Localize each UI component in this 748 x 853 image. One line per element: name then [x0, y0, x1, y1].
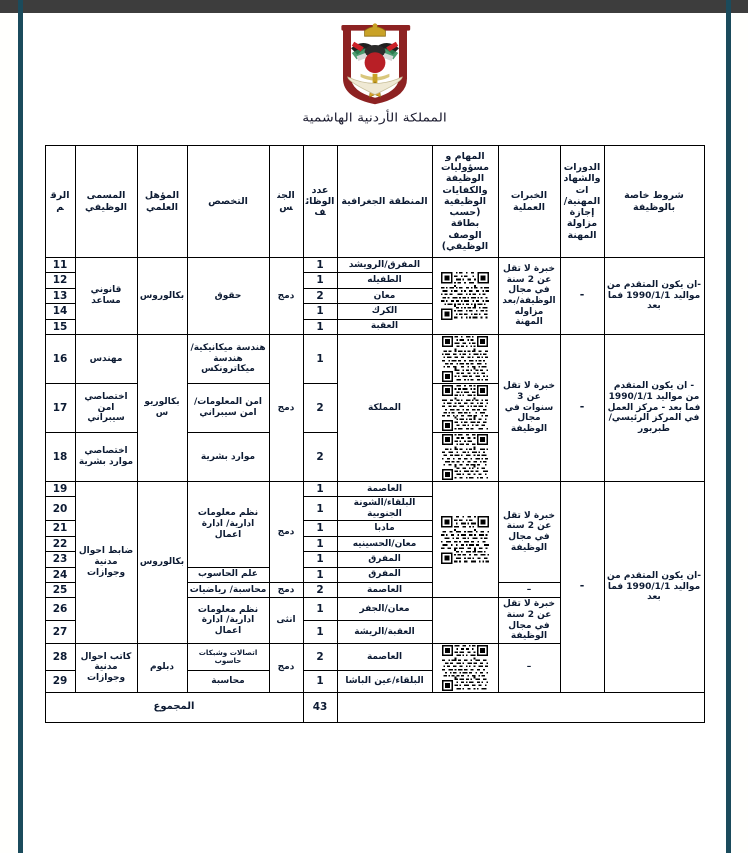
cell-number: 15 — [45, 319, 75, 334]
qr-code-icon[interactable] — [442, 434, 488, 480]
table-header-row — [45, 146, 704, 258]
cell-region: العاصمة — [337, 481, 432, 496]
cell-count: 1 — [303, 304, 337, 319]
cell-job-title: اختصاصي موارد بشرية — [75, 432, 137, 481]
cell-number: 16 — [45, 334, 75, 383]
cell-job-title: كاتب احوال مدنية وجوازات — [75, 643, 137, 692]
cell-region: المفرق — [337, 552, 432, 567]
cell-region: المملكة — [337, 334, 432, 481]
cell-specialization: علم الحاسوب — [187, 567, 269, 582]
cell-number: 21 — [45, 521, 75, 536]
cell-count: 1 — [303, 521, 337, 536]
cell-gender: دمج — [269, 643, 303, 692]
header-tasks: المهام و مسؤوليات الوظيفة والكفايات الوظيفية (حسب بطاقة الوصف الوظيفي) — [432, 146, 498, 258]
cell-region: المفرق — [337, 567, 432, 582]
cell-tasks-qr[interactable] — [432, 643, 498, 692]
vacancies-table — [45, 145, 705, 723]
cell-specialization: امن المعلومات/ امن سيبراني — [187, 383, 269, 432]
cell-qualification: دبلوم — [137, 643, 187, 692]
table-footer — [45, 692, 704, 722]
cell-tasks-qr[interactable] — [432, 598, 498, 643]
cell-region: العاصمة — [337, 582, 432, 597]
header-conditions: شروط خاصة بالوظيفة — [604, 146, 704, 258]
total-count: 43 — [303, 692, 337, 722]
cell-conditions: -ان يكون المتقدم من مواليد 1990/1/1 فما بعد — [604, 481, 704, 692]
cell-specialization: اتصالات وشبكات حاسوب — [187, 643, 269, 671]
cell-courses: - — [560, 481, 604, 692]
cell-number: 12 — [45, 273, 75, 288]
cell-job-title: مهندس — [75, 334, 137, 383]
qr-code-icon[interactable] — [441, 272, 489, 320]
cell-specialization: محاسبة — [187, 671, 269, 692]
cell-gender: دمج — [269, 334, 303, 481]
header-number: الرقم — [45, 146, 75, 258]
header-job-title: المسمى الوظيفي — [75, 146, 137, 258]
cell-number: 28 — [45, 643, 75, 671]
cell-count: 1 — [303, 334, 337, 383]
header-vacancies: عدد الوظائف — [303, 146, 337, 258]
cell-count: 1 — [303, 598, 337, 621]
kingdom-title: المملكة الأردنية الهاشمية — [302, 111, 447, 125]
header-qualification: المؤهل العلمي — [137, 146, 187, 258]
table-row — [45, 481, 704, 496]
cell-region: المفرق/الرويشد — [337, 258, 432, 273]
cell-count: 1 — [303, 552, 337, 567]
cell-number: 14 — [45, 304, 75, 319]
cell-number: 22 — [45, 536, 75, 551]
cell-number: 23 — [45, 552, 75, 567]
header-gender: الجنس — [269, 146, 303, 258]
cell-number: 25 — [45, 582, 75, 597]
cell-count: 2 — [303, 383, 337, 432]
cell-specialization: موارد بشرية — [187, 432, 269, 481]
cell-courses: - — [560, 258, 604, 335]
header-geographic-area: المنطقة الجغرافية — [337, 146, 432, 258]
cell-tasks-qr[interactable] — [432, 334, 498, 383]
cell-conditions: - ان يكون المتقدم من مواليد 1990/1/1 فما بعد - مركز العمل في المركز الرئيسي/طبربور — [604, 334, 704, 481]
cell-specialization: هندسة ميكانيكية/ هندسة ميكاترونكس — [187, 334, 269, 383]
cell-specialization: نظم معلومات ادارية/ ادارة اعمال — [187, 481, 269, 567]
cell-region: العاصمة — [337, 643, 432, 671]
cell-qualification: بكالوروس — [137, 481, 187, 643]
top-strip — [0, 0, 748, 13]
cell-count: 1 — [303, 319, 337, 334]
qr-code-icon[interactable] — [441, 516, 489, 564]
cell-gender: انثى — [269, 598, 303, 643]
cell-qualification: بكالوريوس — [137, 334, 187, 481]
cell-number: 19 — [45, 481, 75, 496]
cell-number: 29 — [45, 671, 75, 692]
cell-count: 2 — [303, 643, 337, 671]
jordan-coat-of-arms-icon — [327, 21, 423, 105]
cell-number: 24 — [45, 567, 75, 582]
cell-count: 1 — [303, 258, 337, 273]
cell-experience: خبرة لا تقل عن 2 سنة في مجال الوظيفة — [498, 481, 560, 582]
table-row — [45, 258, 704, 273]
cell-region: مادبا — [337, 521, 432, 536]
cell-region: الكرك — [337, 304, 432, 319]
cell-tasks-qr[interactable] — [432, 432, 498, 481]
header-experience: الخبرات العملية — [498, 146, 560, 258]
document-header — [23, 13, 726, 129]
cell-gender: دمج — [269, 582, 303, 597]
total-empty-cell — [337, 692, 704, 722]
cell-count: 1 — [303, 497, 337, 521]
cell-region: البلقاء/عين الباشا — [337, 671, 432, 692]
cell-experience: – — [498, 643, 560, 692]
qr-code-icon[interactable] — [442, 645, 488, 691]
cell-number: 13 — [45, 288, 75, 303]
cell-number: 18 — [45, 432, 75, 481]
cell-tasks-qr[interactable] — [432, 383, 498, 432]
right-edge-bar — [726, 0, 731, 853]
document-sheet — [23, 13, 726, 853]
cell-experience: – — [498, 582, 560, 597]
cell-job-title: اختصاصي امن سيبراني — [75, 383, 137, 432]
cell-count: 1 — [303, 671, 337, 692]
total-label: المجموع — [45, 692, 303, 722]
header-specialization: التخصص — [187, 146, 269, 258]
cell-qualification: بكالوروس — [137, 258, 187, 335]
cell-specialization: محاسبة/ رياضيات — [187, 582, 269, 597]
cell-number: 27 — [45, 621, 75, 644]
cell-number: 17 — [45, 383, 75, 432]
cell-count: 1 — [303, 536, 337, 551]
cell-region: البلقاء/الشونة الجنوبية — [337, 497, 432, 521]
cell-region: معان — [337, 288, 432, 303]
table-row — [45, 334, 704, 383]
cell-count: 1 — [303, 621, 337, 644]
cell-gender: دمج — [269, 481, 303, 582]
cell-specialization: نظم معلومات ادارية/ ادارة اعمال — [187, 598, 269, 643]
cell-courses: - — [560, 334, 604, 481]
cell-conditions: -ان يكون المتقدم من مواليد 1990/1/1 فما بعد — [604, 258, 704, 335]
header-courses: الدورات والشهادات المهنية/ إجازة مزاولة المهنة — [560, 146, 604, 258]
cell-job-title: ضابط احوال مدنية وجوازات — [75, 481, 137, 643]
cell-number: 20 — [45, 497, 75, 521]
table-body — [45, 258, 704, 693]
cell-region: معان/الجفر — [337, 598, 432, 621]
cell-count: 1 — [303, 567, 337, 582]
cell-count: 1 — [303, 481, 337, 496]
qr-code-icon[interactable] — [442, 336, 488, 382]
cell-specialization: حقوق — [187, 258, 269, 335]
cell-count: 2 — [303, 432, 337, 481]
cell-experience: خبرة لا تقل عن 2 سنة في مجال الوظيفة — [498, 598, 560, 643]
cell-region: العقبة/الريشة — [337, 621, 432, 644]
cell-number: 26 — [45, 598, 75, 621]
cell-tasks-qr[interactable] — [432, 481, 498, 597]
cell-count: 2 — [303, 582, 337, 597]
cell-experience: خبرة لا تقل عن 2 سنة في مجال الوظيفة/بعد مزاوله المهنة — [498, 258, 560, 335]
cell-region: العقبة — [337, 319, 432, 334]
cell-count: 1 — [303, 273, 337, 288]
cell-gender: دمج — [269, 258, 303, 335]
cell-experience: خبرة لا تقل عن 3 سنوات في مجال الوظيفة — [498, 334, 560, 481]
cell-region: الطفيله — [337, 273, 432, 288]
total-row — [45, 692, 704, 722]
cell-tasks-qr[interactable] — [432, 258, 498, 335]
cell-job-title: قانوني مساعد — [75, 258, 137, 335]
cell-region: معان/الحسينيه — [337, 536, 432, 551]
cell-number: 11 — [45, 258, 75, 273]
cell-count: 2 — [303, 288, 337, 303]
qr-code-icon[interactable] — [442, 385, 488, 431]
